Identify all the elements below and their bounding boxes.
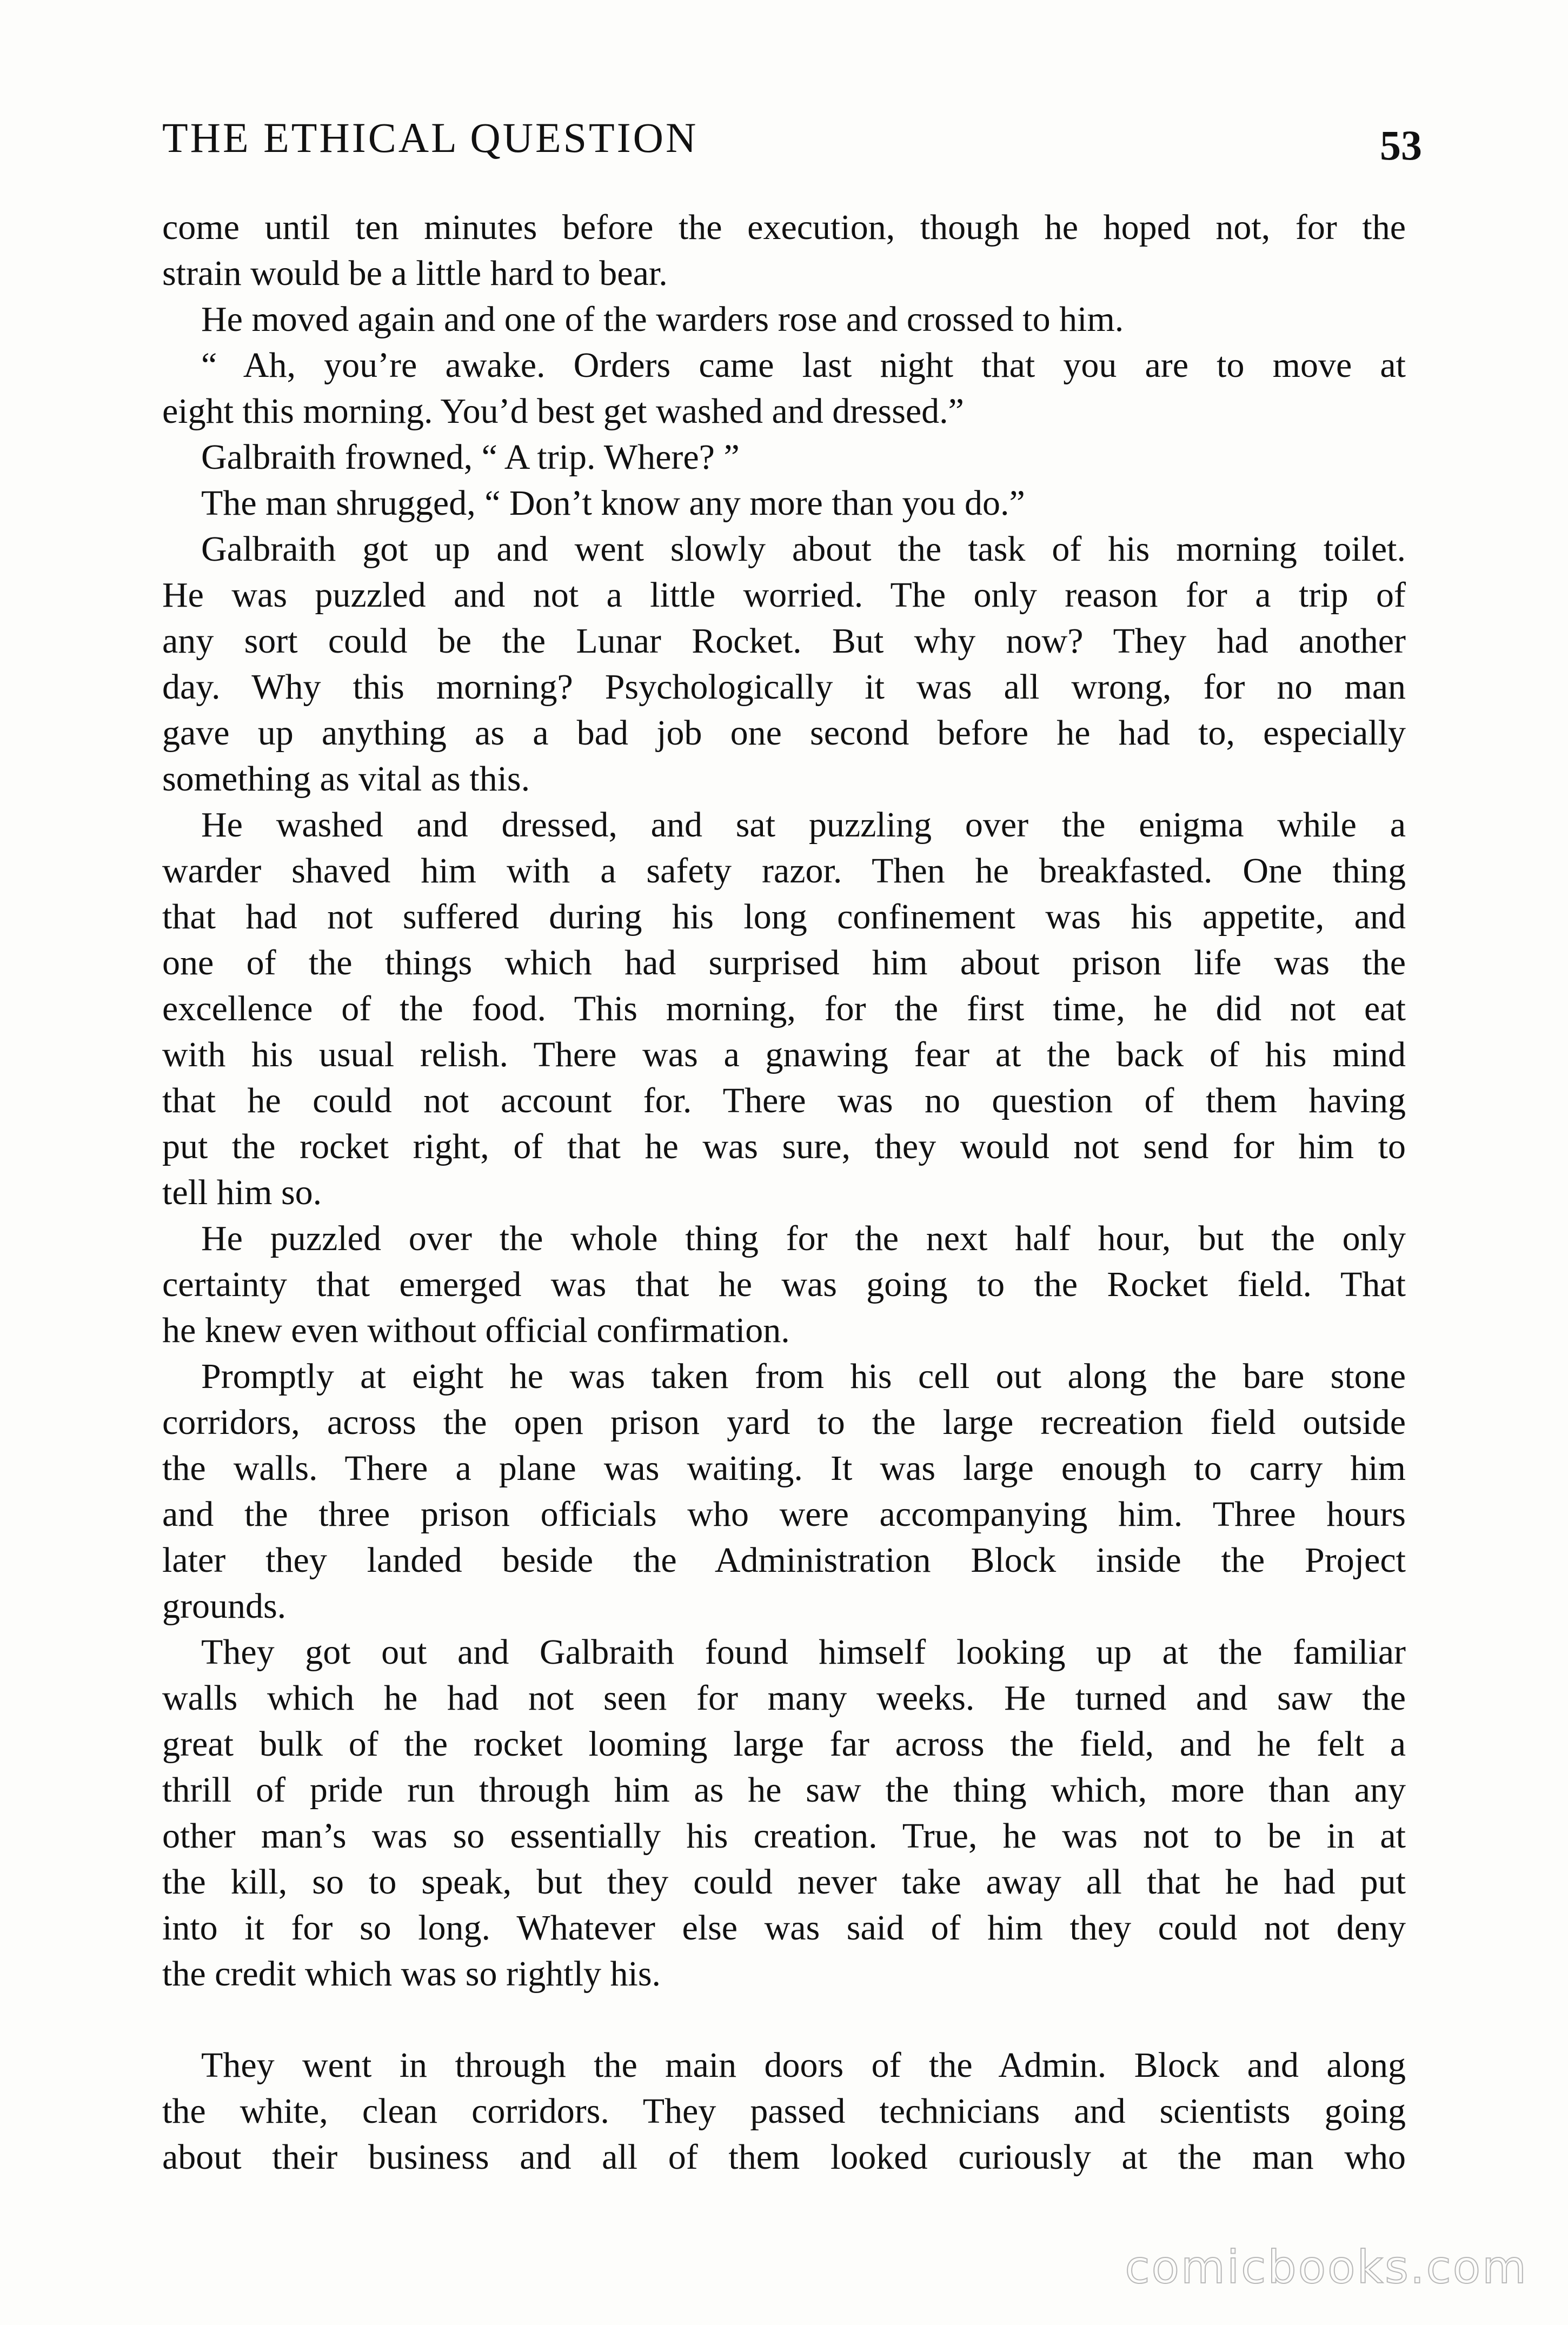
text-line: The man shrugged, “ Don’t know any more than you do.”: [201, 483, 1025, 523]
text-line: something as vital as this.: [162, 759, 530, 799]
text-line: he knew even without official confirmation.: [162, 1311, 790, 1350]
text-line: They went in through the main doors of the Admin. Block and along: [201, 2045, 1406, 2085]
text-line: Promptly at eight he was taken from his cell out along the bare stone: [201, 1357, 1406, 1396]
running-head: [162, 108, 1422, 168]
paragraph: [162, 526, 1406, 802]
text-line: He puzzled over the whole thing for the next half hour, but the only: [201, 1219, 1406, 1258]
text-line: later they landed beside the Administration Block inside the Project: [162, 1540, 1406, 1580]
text-line: other man’s was so essentially his creation. True, he was not to be in at: [162, 1816, 1406, 1856]
text-line: He washed and dressed, and sat puzzling over the enigma while a: [201, 805, 1406, 845]
text-line: about their business and all of them looked curiously at the man who: [162, 2137, 1406, 2177]
text-line: the walls. There a plane was waiting. It was large enough to carry him: [162, 1449, 1406, 1488]
text-line: certainty that emerged was that he was going to the Rocket field. That: [162, 1265, 1406, 1304]
text-line: any sort could be the Lunar Rocket. But why now? They had another: [162, 621, 1406, 661]
text-line: corridors, across the open prison yard to the large recreation field outside: [162, 1403, 1406, 1442]
text-line: day. Why this morning? Psychologically it was all wrong, for no man: [162, 667, 1406, 707]
text-line: warder shaved him with a safety razor. Then he breakfasted. One thing: [162, 851, 1406, 891]
text-line: tell him so.: [162, 1173, 322, 1212]
text-line: He was puzzled and not a little worried. The only reason for a trip of: [162, 575, 1406, 615]
text-line: and the three prison officials who were accompanying him. Three hours: [162, 1494, 1406, 1534]
text-line: put the rocket right, of that he was sure, they would not send for him to: [162, 1127, 1406, 1166]
text-line: Galbraith got up and went slowly about the task of his morning toilet.: [201, 529, 1406, 569]
text-line: They got out and Galbraith found himself looking up at the familiar: [201, 1632, 1406, 1672]
text-line: excellence of the food. This morning, for the first time, he did not eat: [162, 989, 1406, 1028]
paragraph: [162, 434, 1406, 480]
text-line: grounds.: [162, 1586, 287, 1626]
paragraph: [162, 342, 1406, 434]
text-line: gave up anything as a bad job one second before he had to, especially: [162, 713, 1406, 753]
text-line: He moved again and one of the warders rose and crossed to him.: [201, 300, 1124, 339]
text-line: that he could not account for. There was no question of them having: [162, 1081, 1406, 1120]
watermark-logo: comicbooks.com: [1125, 2241, 1528, 2294]
paragraph: [162, 1353, 1406, 1629]
text-line: come until ten minutes before the execution, though he hoped not, for the: [162, 208, 1406, 247]
paragraph: [162, 802, 1406, 1215]
section-break: [162, 1997, 1406, 2042]
text-line: Galbraith frowned, “ A trip. Where? ”: [201, 437, 740, 477]
text-line: the kill, so to speak, but they could never take away all that he had put: [162, 1862, 1406, 1902]
text-line: into it for so long. Whatever else was said of him they could not deny: [162, 1908, 1406, 1948]
text-line: with his usual relish. There was a gnawing fear at the back of his mind: [162, 1035, 1406, 1074]
text-line: one of the things which had surprised him about prison life was the: [162, 943, 1406, 982]
text-line: walls which he had not seen for many weeks. He turned and saw the: [162, 1678, 1406, 1718]
text-line: great bulk of the rocket looming large far across the field, and he felt a: [162, 1724, 1406, 1764]
paragraph: [162, 204, 1406, 296]
text-line: eight this morning. You’d best get washed and dressed.”: [162, 391, 964, 431]
text-line: strain would be a little hard to bear.: [162, 254, 668, 293]
paragraph: [162, 480, 1406, 526]
chapter-title: THE ETHICAL QUESTION: [162, 114, 699, 161]
paragraph: [162, 296, 1406, 342]
text-line: that had not suffered during his long confinement was his appetite, and: [162, 897, 1406, 936]
paragraph: [162, 2042, 1406, 2180]
text-line: thrill of pride run through him as he saw the thing which, more than any: [162, 1770, 1406, 1810]
paragraph: [162, 1629, 1406, 1997]
text-line: the white, clean corridors. They passed technicians and scientists going: [162, 2091, 1406, 2131]
text-line: “ Ah, you’re awake. Orders came last night that you are to move at: [201, 346, 1406, 385]
paragraph: [162, 1215, 1406, 1353]
page-number: 53: [1380, 122, 1422, 169]
body-text: [162, 204, 1406, 2180]
text-line: the credit which was so rightly his.: [162, 1954, 661, 1994]
